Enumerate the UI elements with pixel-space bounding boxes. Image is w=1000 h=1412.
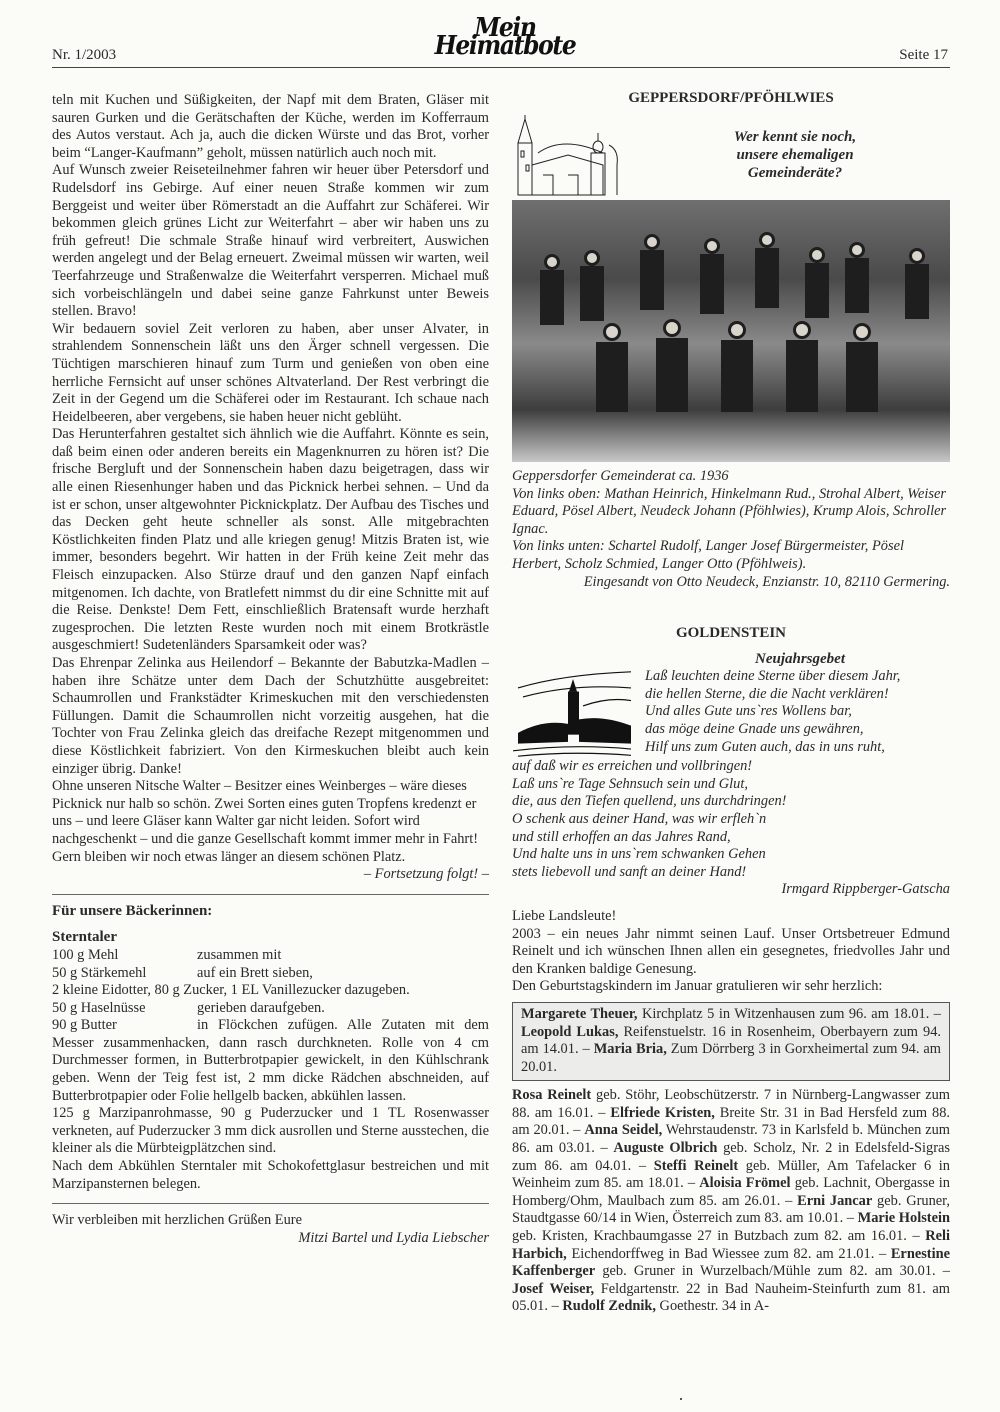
- birthday-details: Goethestr. 34 in A-: [655, 1298, 770, 1315]
- closing-text: Wir verbleiben mit herzlichen Grüßen Eure: [52, 1212, 302, 1229]
- step: zusammen mit: [197, 946, 282, 963]
- photo-caption: [512, 468, 950, 591]
- birthday-details: geb. Lachnit, Obergasse in Homberg/Ohm, Maulbach zum 85. am 26.01. –: [512, 1175, 950, 1209]
- poem-line: Und alles Gute uns`res Wollens bar,: [645, 703, 852, 720]
- poem-line: auf daß wir es erreichen und vollbringen!: [512, 758, 753, 775]
- birthday-intro: Den Geburtstagskindern im Januar gratulieren wir sehr herzlich:: [512, 978, 883, 995]
- greeting: Liebe Landsleute!: [512, 907, 617, 924]
- goldenstein-section: [512, 625, 950, 1316]
- birthday-entry: [521, 1006, 941, 1022]
- poem-line: Laß leuchten deine Sterne über diesem Jahr,: [645, 668, 901, 685]
- birthday-name: Erni Jancar: [797, 1192, 873, 1209]
- caption-bottom-row: Von links unten: Schartel Rudolf, Langer Josef Bürgermeister, Pösel Herbert, Scholz Schmied, Langer Otto (Pföhlweis).: [512, 538, 904, 572]
- ingredient: 90 g Butter: [52, 1017, 117, 1034]
- recipe-row: [52, 1000, 489, 1018]
- birthday-name: Steffi Reinelt: [653, 1157, 739, 1174]
- section-divider: [52, 894, 489, 895]
- birthday-details: Zum Dörrberg 3 in Gorxheimertal zum 94. am 20.01.: [521, 1041, 942, 1075]
- recipe-line: 2 kleine Eidotter, 80 g Zucker, 1 EL Vanillezucker dazugeben.: [52, 982, 410, 999]
- poem-line: die hellen Sterne, die die Nacht verklären!: [645, 685, 889, 702]
- birthday-details: geb. Scholz, Nr. 2 in Edelsfeld-Sigras zum 86. am 04.01. –: [512, 1140, 950, 1174]
- ingredient: 100 g Mehl: [52, 946, 119, 963]
- birthday-name: Rosa Reinelt: [512, 1087, 592, 1104]
- intro-paragraph: 2003 – ein neues Jahr nimmt seinen Lauf. Unser Ortsbetreuer Edmund Reinelt und ich wünschen Ihnen allen ein gesegnetes, friedvolles Jahr und den Kranken baldige Genesung.: [512, 925, 950, 977]
- section-title-geppersdorf: GEPPERSDORF/PFÖHLWIES: [628, 90, 834, 106]
- step: gerieben daraufgeben.: [197, 999, 325, 1016]
- birthday-details: Kirchplatz 5 in Witzenhausen zum 96. am 18.01. –: [637, 1005, 941, 1022]
- caption-sender: Eingesandt von Otto Neudeck, Enzianstr. 10, 82110 Germering.: [583, 573, 950, 590]
- step: in Flöckchen zufügen. Alle Zutaten mit dem Messer zusammenhacken, dann rasch durchkneten. Rolle von 4 cm Durchmesser formen, in Butterbrotpapier gewickelt, in den Kühlschrank geben. Wenn der Teig fest ist, 2 mm dicke Rädchen abschneiden, auf Butterbrotpapier oder Folie hellgelb backen, abkühlen lassen.: [52, 1017, 489, 1104]
- recipe-title: Sterntaler: [52, 929, 117, 946]
- birthday-details: geb. Gruner, Staudtgasse 60/14 in Wien, Österreich zum 83. am 10.01. –: [512, 1192, 950, 1227]
- birthday-name: Elfriede Kristen,: [610, 1104, 715, 1121]
- ingredient: 50 g Haselnüsse: [52, 999, 146, 1016]
- birthday-name: Leopold Lukas,: [521, 1023, 619, 1040]
- birthday-details: Breite Str. 31 in Bad Hersfeld zum 88. am 20.01. –: [512, 1104, 950, 1139]
- recipe-row: [52, 1017, 489, 1105]
- article-paragraph: Ohne unseren Nitsche Walter – Besitzer eines Weinberges – wäre dieses Picknick nur halb so schön. Zwei Sorten eines guten Tropfens kredenzt er uns – und leere Gläser kann Walter gar nicht leiden. Sofort wird nachgeschenkt – und die ganze Gesellschaft kommt immer mehr in Fahrt! Gern bleiben wir noch etwas länger an diesem schönen Platz.: [52, 778, 478, 865]
- signature: Mitzi Bartel und Lydia Liebscher: [298, 1229, 489, 1246]
- birthday-details: Feldgartenstr. 22 in Bad Nauheim-Steinfurth zum 81. am 05.01. –: [512, 1280, 950, 1315]
- birthday-details: geb. Müller, Am Tafelacker 6 in Weinheim zum 85. am 18.01. –: [512, 1157, 950, 1192]
- birthday-details: Eichendorffweg in Bad Wiessee zum 82. am 21.01. –: [566, 1245, 891, 1262]
- poem-stanza-bottom: [512, 758, 950, 899]
- birthday-name: Maria Bria,: [593, 1041, 667, 1058]
- greeting-block: [512, 908, 950, 996]
- caption-title: Geppersdorfer Gemeinderat ca. 1936: [512, 468, 729, 484]
- birthday-name: Anna Seidel,: [584, 1122, 663, 1139]
- article-paragraph: Auf Wunsch zweier Reiseteilnehmer fahren wir heuer über Petersdorf und Rudelsdorf ins Gebirge. Auf einer neuen Straße kommen wir zum Berggeist und weiter über Römerstadt an die Auffahrt zur Schäferei. Wir bekommen gleich grünes Licht zur Weiterfahrt – aber wir haben uns zu früh gefreut! Die schmale Straße hinauf wird verbreitert, Auswichen werden angelegt und der Belag erneuert. Zweimal müssen wir warten, weil Teerfahrzeuge und Straßenwalze die Weiterfahrt versperren. Michael muß sich vorbeischlängeln und dabei seine ganze Fahrkunst unter Beweis stellen. Bravo!: [52, 162, 489, 320]
- recipe-paragraph: Nach dem Abkühlen Sterntaler mit Schokofettglasur bestreichen und mit Marzipansternen belegen.: [52, 1158, 489, 1192]
- birthday-name: Reli Harbich,: [512, 1228, 950, 1262]
- birthday-name: Rudolf Zednik,: [562, 1298, 656, 1315]
- birthday-details: Wehrstaudenstr. 73 in Karlsfeld b. München zum 86. am 03.01. –: [512, 1122, 951, 1157]
- photo-figures: [512, 200, 950, 462]
- ingredient: 50 g Stärkemehl: [52, 964, 147, 981]
- article-paragraph: Das Ehrenpar Zelinka aus Heilendorf – Bekannte der Babutzka-Madlen – haben ihre Schätze unter dem Dach der Schutzhütte ausgebreitet: Schaumrollen und Frankstädter Krimeskuchen mit den verschiedensten Füllungen. Damit die Schaumrollen nicht vorzeitig ausgehen, hat die Tochter von Frau Zelinka gleich das dreifache Rezept mitgenommen und diese Köstlichkeit fabriziert. Von den Kirmeskuchen bleibt auch kein einziger übrig. Danke!: [52, 655, 489, 777]
- continued-note: – Fortsetzung folgt! –: [363, 866, 489, 883]
- section-divider: [52, 1203, 489, 1204]
- masthead-logo: Mein Heimatbote: [434, 13, 576, 61]
- caption-top-row: Von links oben: Mathan Heinrich, Hinkelmann Rud., Strohal Albert, Weiser Eduard, Pösel Albert, Neudeck Johann (Pföhlwies), Krump Alois, Schroller Ignac.: [512, 485, 947, 537]
- council-group-photo: [512, 200, 950, 462]
- birthday-details: geb. Kristen, Krachbaumgasse 27 in Butzbach zum 82. am 16.01. –: [512, 1228, 926, 1245]
- poem-line: und still erhoffen an das Jahres Rand,: [512, 828, 731, 845]
- birthday-details: geb. Stöhr, Leobschützerstr. 7 in Nürnberg-Langwasser zum 88. am 16.01. –: [512, 1087, 950, 1121]
- birthday-entry: [562, 1298, 769, 1314]
- birthday-name: Aloisia Frömel: [699, 1175, 791, 1192]
- poem-author: Irmgard Rippberger-Gatscha: [781, 881, 950, 898]
- question-line: unsere ehemaligen: [736, 147, 854, 163]
- recipe-row: [52, 947, 489, 965]
- section-title-goldenstein: GOLDENSTEIN: [675, 625, 787, 641]
- poem-line: O schenk aus deiner Hand, was wir erfleh`n: [512, 810, 767, 827]
- question-line: Gemeinderäte?: [747, 165, 843, 181]
- article-paragraph: teln mit Kuchen und Süßigkeiten, der Napf mit dem Braten, Gläser mit sauren Gurken und die Gerätschaften der Küche, werden im Kofferraum des Autos verstaut. Ach ja, auch die dicken Würste und das Brot, vorher beim “Langer-Kaufmann” geholt, müssen natürlich auch noch mit.: [52, 92, 489, 161]
- birthday-details: Reifenstuelstr. 16 in Rosenheim, Oberbayern zum 94. am 14.01. –: [521, 1023, 941, 1058]
- recipe-closing: [52, 1212, 489, 1247]
- poem-line: das möge deine Gnade uns gewähren,: [645, 720, 864, 737]
- recipe-row: [52, 965, 489, 983]
- recipe-section-title: Für unsere Bäckerinnen:: [52, 902, 213, 919]
- birthday-name: Marie Holstein: [857, 1210, 950, 1227]
- step: auf ein Brett sieben,: [197, 964, 313, 981]
- travel-article: [52, 92, 489, 884]
- goldenstein-church-illustration-icon: [513, 670, 635, 758]
- page-number: Seite 17: [899, 47, 948, 63]
- recipe-section: [52, 903, 489, 1194]
- poem-title: Neujahrsgebet: [755, 650, 845, 667]
- church-illustration-icon: [513, 115, 625, 197]
- poem-line: Hilf uns zum Guten auch, das in uns ruht,: [645, 738, 885, 755]
- birthday-details: geb. Gruner in Wurzelbach/Mühle zum 82. am 30.01. –: [595, 1263, 950, 1280]
- left-column: [52, 92, 489, 1247]
- birthday-list: [512, 1087, 950, 1316]
- poem-line: Und halte uns in uns`rem schwanken Gehen: [512, 846, 766, 863]
- issue-number: Nr. 1/2003: [52, 47, 117, 63]
- question-line: Wer kennt sie noch,: [733, 129, 857, 145]
- question-text: [690, 128, 900, 182]
- recipe-paragraph: 125 g Marzipanrohmasse, 90 g Puderzucker und 1 TL Rosenwasser verkneten, auf Puderzucker 3 mm dick ausrollen und Sterne ausstechen, die kleiner als die Mürbteigplätzchen sind.: [52, 1105, 489, 1157]
- highlighted-birthdays-box: [512, 1002, 950, 1081]
- poem-line: die, aus den Tiefen quellend, uns durchdringen!: [512, 793, 787, 810]
- article-paragraph: Wir bedauern soviel Zeit verloren zu haben, aber unser Alvater, in strahlendem Sonnenschein läßt uns den Ärger schnell vergessen. Die Tüchtigen marschieren hinauf zum Turm und genießen von oben eine herrliche Fernsicht auf unser schönes Altvaterland. Der Rest verbringt die Zeit in der Gegend um die Schäferei oder im Restaurant. Ich schaue nach Heidelbeeren, aber vergebens, sie haben heuer nicht geblüht.: [52, 320, 489, 425]
- birthday-name: Margarete Theuer,: [521, 1005, 638, 1022]
- print-dot: [680, 1398, 682, 1400]
- poem-line: stets liebevoll und sanft an deiner Hand!: [512, 863, 747, 880]
- birthday-name: Auguste Olbrich: [613, 1140, 718, 1157]
- header-rule: [52, 67, 950, 68]
- birthday-name: Ernestine Kaffenberger: [512, 1245, 950, 1280]
- poem-line: Laß uns`re Tage Sehnsuch sein und Glut,: [512, 775, 748, 792]
- article-paragraph: Das Herunterfahren gestaltet sich ähnlich wie die Auffahrt. Könnte es sein, daß beim einen oder anderen bereits ein Magenknurren zu hören ist? Die frische Bergluft und der Sonnenschein haben dazu beigetragen, dass wir alle einen Riesenhunger haben und das Picknick herbei sehnen. – Und da ist er schon, unser altgewohnter Picknickplatz. Der Aufbau des Tisches und das Decken geht heute schneller als sonst. Alle mitgebrachten Köstlichkeiten finden Platz und alle kriegen genug! Mitzis Braten ist, wie immer, besonders begehrt. Wir hatten in der Früh keine Zeit mehr das Fleisch einzupacken. Also Stürze drauf und den ganzen Napf einfach mitgenomen. Ich dachte, von Bratlefett nimmst du dir eine Schnitte mit auf die Reise. Denkste! Dem Fett, einschließlich Bratensaft wurde herzhaft zugesprochen. Die letzten Reste wurden noch mit einem Brotkrästle ausgeschmiert! Sudetenländers Sparsamkeit oder was?: [52, 426, 489, 654]
- birthday-name: Josef Weiser,: [512, 1280, 595, 1297]
